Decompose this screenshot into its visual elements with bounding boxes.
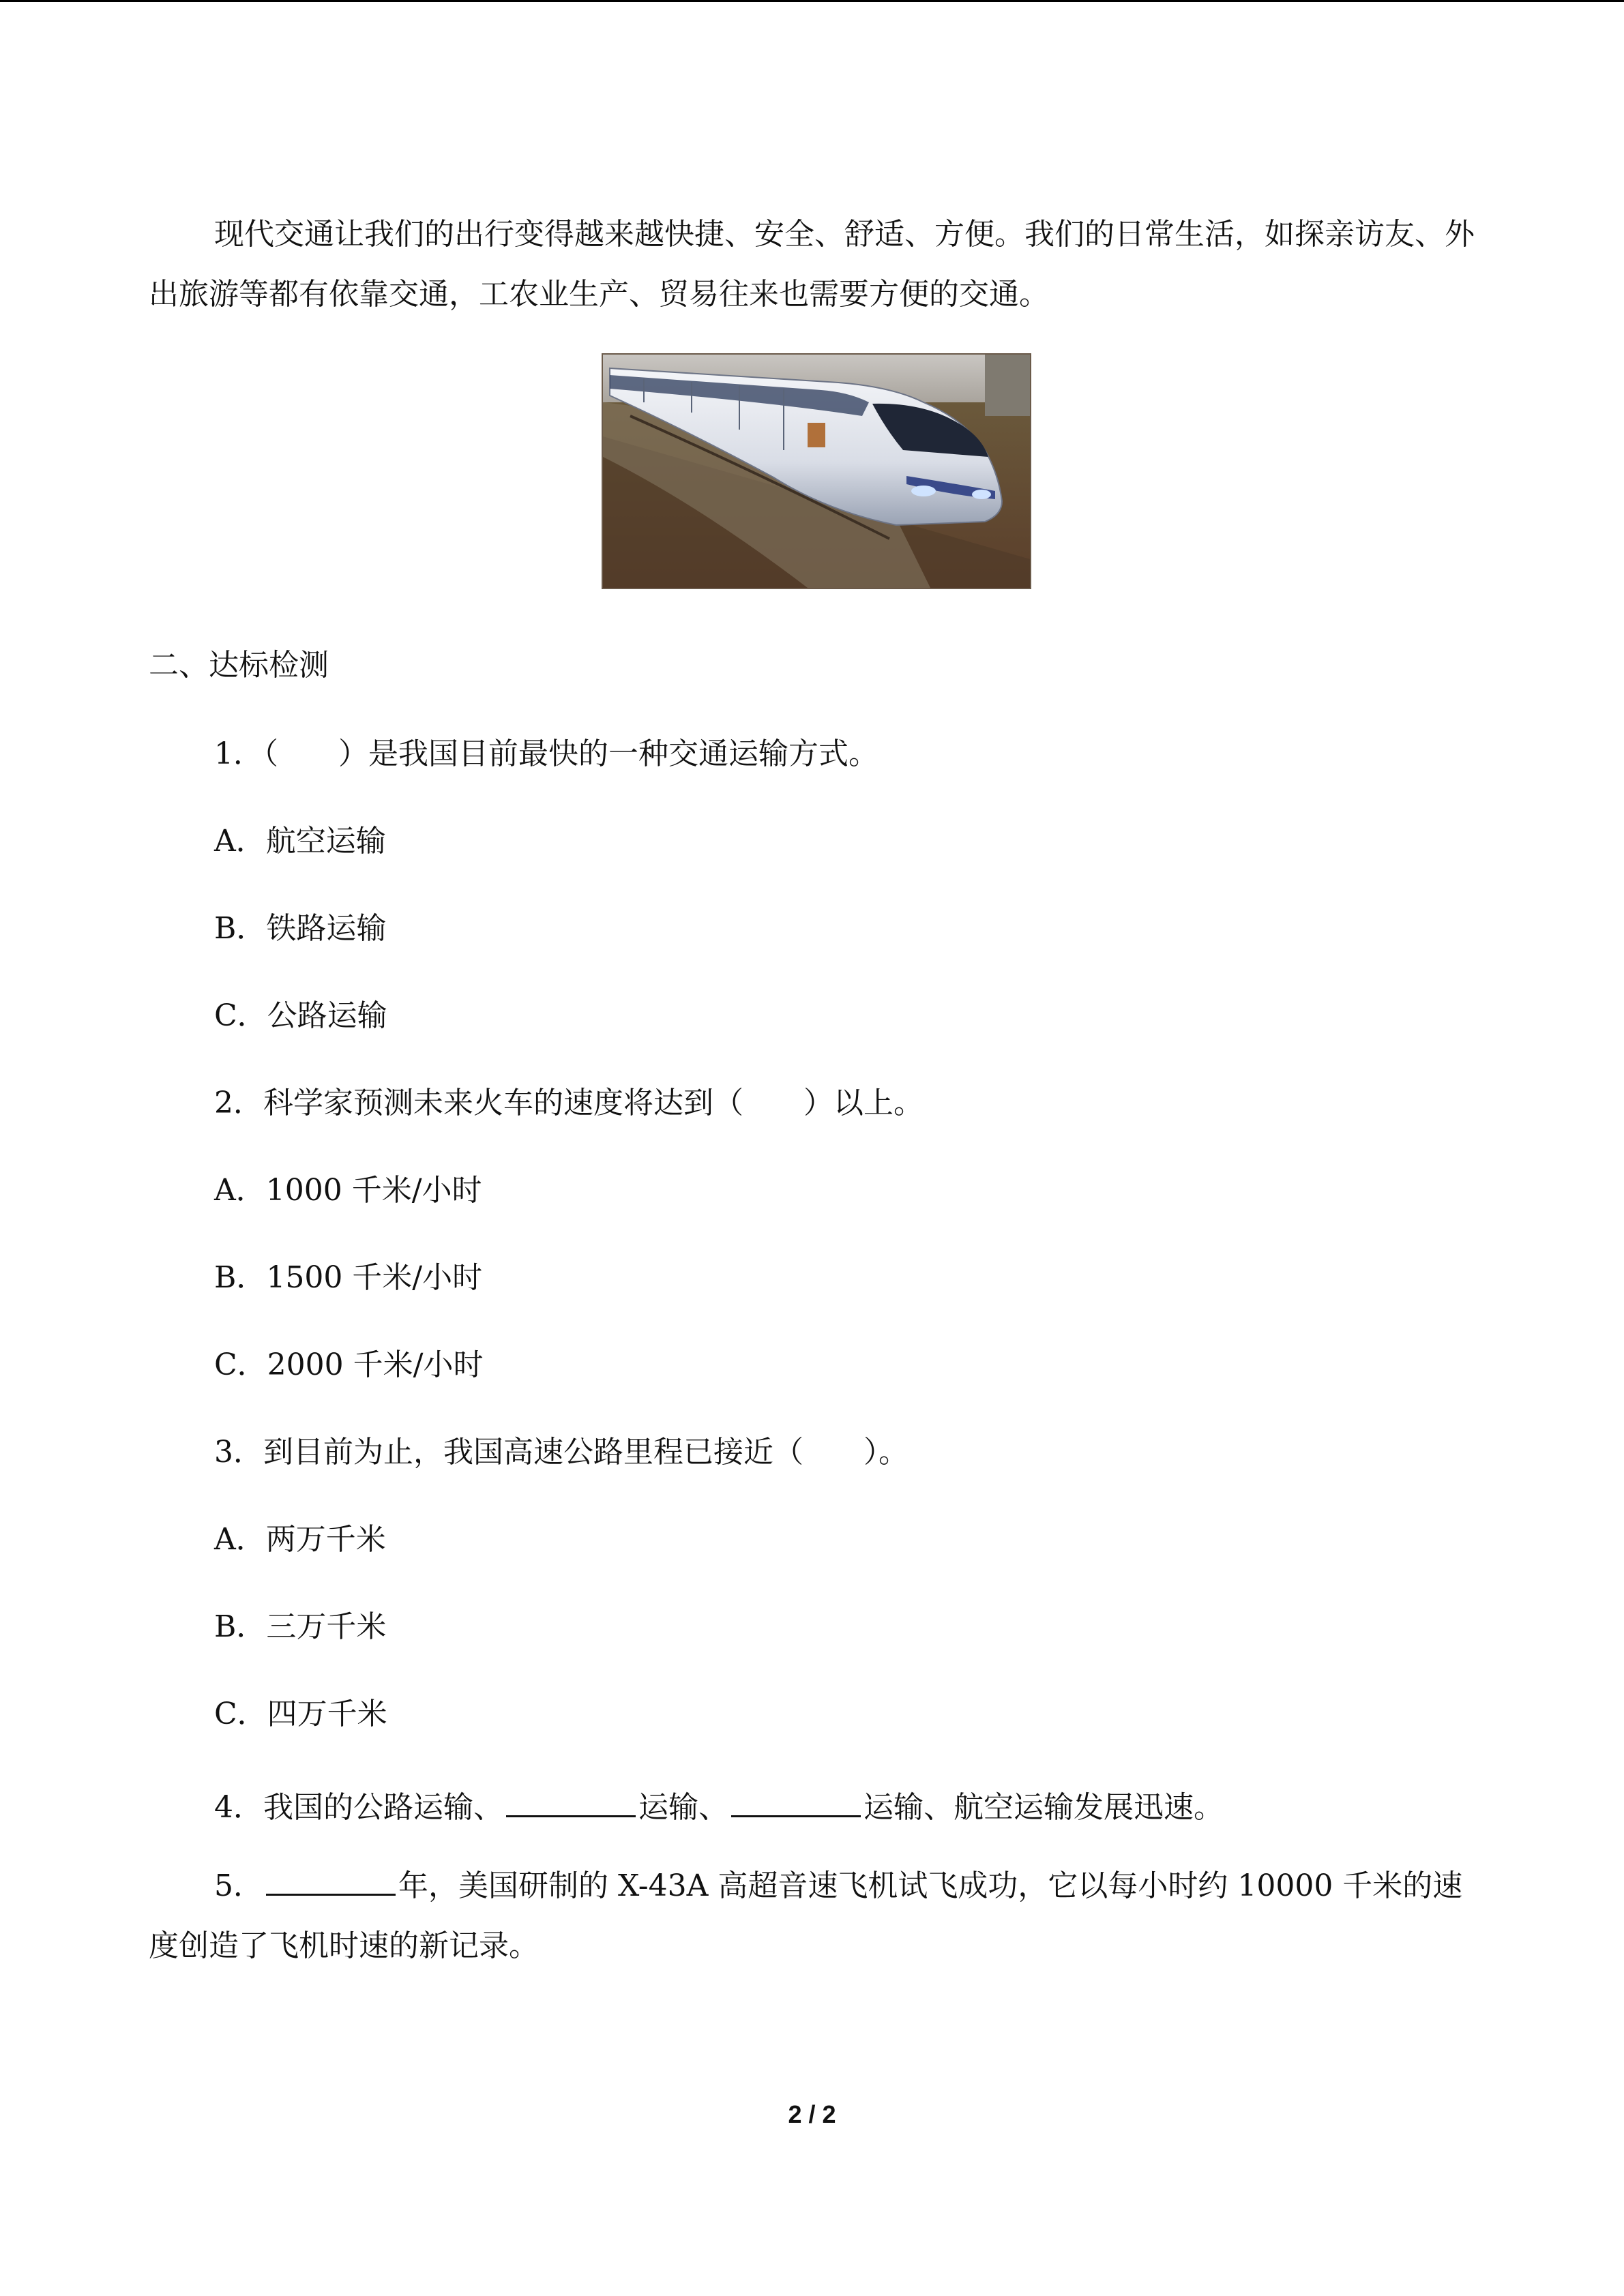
question-2-option-a: A．1000 千米/小时 [214, 1173, 482, 1208]
question-1-option-a: A．航空运输 [214, 824, 386, 859]
question-3-option-b: B．三万千米 [214, 1609, 387, 1644]
question-2-option-b: B．1500 千米/小时 [214, 1260, 483, 1295]
section-heading: 二、达标检测 [149, 648, 329, 683]
question-2-stem: 2．科学家预测未来火车的速度将达到（ ）以上。 [214, 1086, 924, 1120]
question-1-option-c: C．公路运输 [214, 998, 387, 1033]
page-number: 2 / 2 [788, 2100, 836, 2128]
question-5-blank [266, 1860, 396, 1896]
high-speed-train-image [602, 353, 1031, 589]
question-5-part-1: 5． [214, 1868, 263, 1903]
question-2-option-c: C．2000 千米/小时 [214, 1347, 484, 1382]
question-4-blank-1 [506, 1781, 636, 1817]
question-4-part-1: 4．我国的公路运输、 [214, 1790, 503, 1825]
intro-paragraph: 现代交通让我们的出行变得越来越快捷、安全、舒适、方便。我们的日常生活，如探亲访友、外出旅游等都有依靠交通，工农业生产、贸易往来也需要方便的交通。 [149, 217, 1475, 312]
question-1-stem: 1．（ ）是我国目前最快的一种交通运输方式。 [214, 736, 879, 771]
question-4-part-2: 运输、 [638, 1790, 728, 1825]
question-4-part-3: 运输、航空运输发展迅速。 [863, 1790, 1224, 1825]
question-3-option-a: A．两万千米 [214, 1522, 386, 1557]
question-4-blank-2 [731, 1781, 861, 1817]
question-1-option-b: B．铁路运输 [214, 911, 387, 946]
question-4 [214, 1781, 1224, 1828]
question-3-option-c: C．四万千米 [214, 1697, 387, 1731]
page-top-border [0, 0, 1624, 2]
question-3-stem: 3．到目前为止，我国高速公路里程已接近（ ）。 [214, 1435, 909, 1470]
question-5 [149, 1856, 1475, 1976]
question-5-part-2: 年，美国研制的 X-43A 高超音速飞机试飞成功，它以每小时约 10000 千米的速度创造了飞机时速的新记录。 [149, 1868, 1463, 1963]
